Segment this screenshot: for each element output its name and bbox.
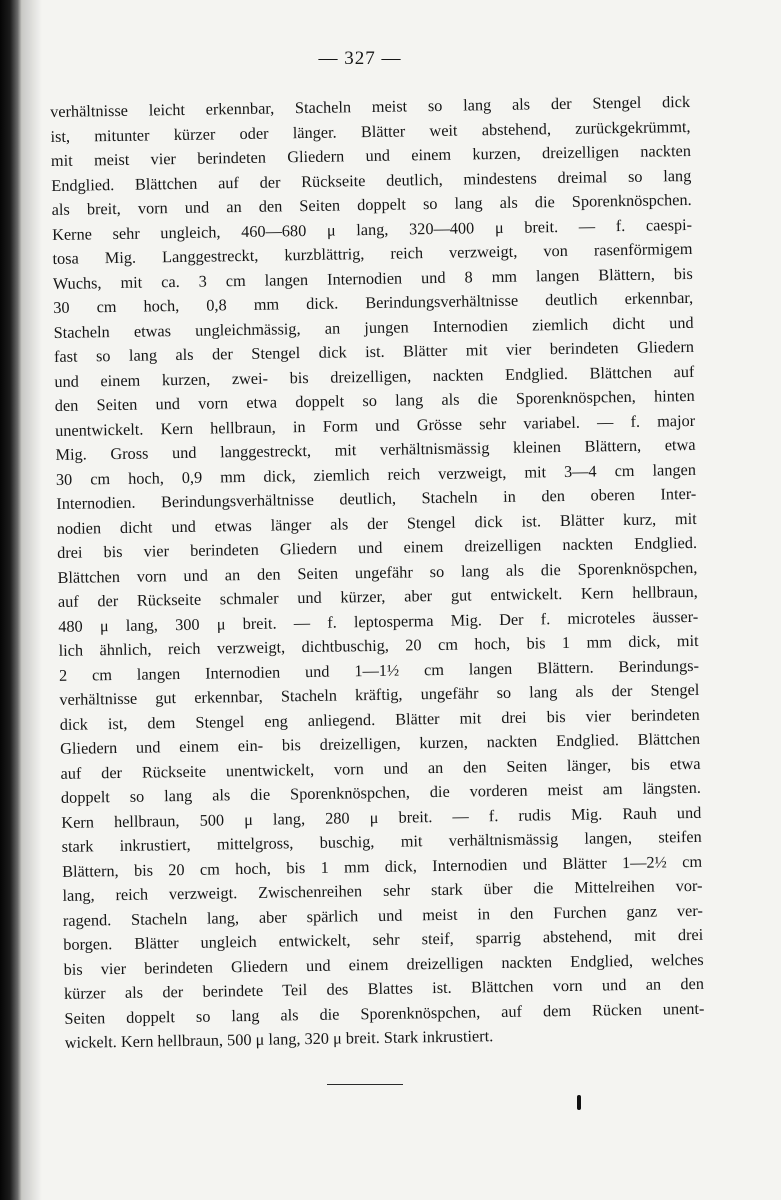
text-line: 2 cm langen Internodien und 1—1½ cm langen Blättern. Berindungs- xyxy=(58,655,700,685)
text-line: borgen. Blätter ungleich entwickelt, sehr steif, sparrig abstehend, mit drei xyxy=(63,924,704,954)
text-line: 30 cm hoch, 0,8 mm dick. Berindungsverhältnisse deutlich erkennbar, xyxy=(53,287,694,317)
text-line: lang, reich verzweigt. Zwischenreihen sehr stark über die Mittelreihen vor- xyxy=(62,875,703,905)
text-line: bis vier berindeten Gliedern und einem dreizelligen nackten Endglied, welches xyxy=(63,949,704,979)
text-line: lich ähnlich, reich verzweigt, dichtbuschig, 20 cm hoch, bis 1 mm dick, mit xyxy=(58,630,699,660)
end-rule xyxy=(327,1084,403,1085)
text-line: nodien dicht und etwas länger als der Stengel dick ist. Blätter kurz, mit xyxy=(56,508,697,538)
text-line: tosa Mig. Langgestreckt, kurzblättrig, reich verzweigt, von rasenförmigem xyxy=(52,238,693,268)
text-line: auf der Rückseite unentwickelt, vorn und an den Seiten länger, bis etwa xyxy=(60,753,701,783)
text-line: stark inkrustiert, mittelgross, buschig, mit verhältnismässig langen, steifen xyxy=(61,826,702,856)
text-line: als breit, vorn und an den Seiten doppelt so lang als die Sporenknöspchen. xyxy=(51,189,692,219)
text-line: wickelt. Kern hellbraun, 500 μ lang, 320 μ breit. Stark inkrustiert. xyxy=(64,1026,494,1052)
text-line: den Seiten und vorn etwa doppelt so lang als die Sporenknöspchen, hinten xyxy=(54,385,695,415)
text-line: Internodien. Berindungsverhältnisse deutlich, Stacheln in den oberen Inter- xyxy=(56,483,697,513)
text-line: 30 cm hoch, 0,9 mm dick, ziemlich reich verzweigt, mit 3—4 cm langen xyxy=(55,459,697,489)
text-line: Kern hellbraun, 500 μ lang, 280 μ breit. — f. rudis Mig. Rauh und xyxy=(61,802,702,832)
text-line: Blättern, bis 20 cm hoch, bis 1 mm dick, Internodien und Blätter 1—2½ cm xyxy=(61,851,703,881)
text-line: Stacheln etwas ungleichmässig, an jungen Internodien ziemlich dicht und xyxy=(53,312,694,342)
text-line: 480 μ lang, 300 μ breit. — f. leptosperma Mig. Der f. microteles äusser- xyxy=(58,606,699,636)
text-line: mit meist vier berindeten Gliedern und einem kurzen, dreizelligen nackten xyxy=(50,140,692,170)
text-line: und einem kurzen, zwei- bis dreizelligen, nackten Endglied. Blättchen auf xyxy=(54,361,695,391)
text-line: Wuchs, mit ca. 3 cm langen Internodien und 8 mm langen Blättern, bis xyxy=(52,263,693,293)
text-line: unentwickelt. Kern hellbraun, in Form und Grösse sehr variabel. — f. major xyxy=(55,410,696,440)
text-line: auf der Rückseite schmaler und kürzer, aber gut entwickelt. Kern hellbraun, xyxy=(57,581,698,611)
text-line: Blättchen vorn und an den Seiten ungefähr so lang als die Sporenknöspchen, xyxy=(57,557,698,587)
ink-speck xyxy=(577,1095,581,1110)
text-line: verhältnisse gut erkennbar, Stacheln kräftig, ungefähr so lang als der Stengel xyxy=(59,679,700,709)
text-line: doppelt so lang als die Sporenknöspchen, die vorderen meist am längsten. xyxy=(60,777,702,807)
text-line: Gliedern und einem ein- bis dreizelligen, kurzen, nackten Endglied. Blättchen xyxy=(60,728,701,758)
text-line: kürzer als der berindete Teil des Blattes ist. Blättchen vorn und an den xyxy=(63,973,705,1003)
text-line: dick ist, dem Stengel eng anliegend. Blätter mit drei bis vier berindeten xyxy=(59,704,700,734)
body-text xyxy=(50,90,705,1055)
text-line: fast so lang als der Stengel dick ist. Blätter mit vier berindeten Gliedern xyxy=(53,336,695,366)
text-line: Endglied. Blättchen auf der Rückseite deutlich, mindestens dreimal so lang xyxy=(51,165,692,195)
text-line: ragend. Stacheln lang, aber spärlich und meist in den Furchen ganz ver- xyxy=(62,900,703,930)
text-line: Kerne sehr ungleich, 460—680 μ lang, 320—400 μ breit. — f. caespi- xyxy=(51,214,693,244)
text-line: Mig. Gross und langgestreckt, mit verhältnismässig kleinen Blättern, etwa xyxy=(55,434,696,464)
text-line: Seiten doppelt so lang als die Sporenknöspchen, auf dem Rücken unent- xyxy=(64,998,705,1028)
gutter-shadow xyxy=(22,0,42,1200)
text-line: verhältnisse leicht erkennbar, Stacheln meist so lang als der Stengel dick xyxy=(50,91,691,121)
text-line: drei bis vier berindeten Gliedern und einem dreizelligen nackten Endglied. xyxy=(56,532,698,562)
page-number: — 327 — xyxy=(318,48,402,69)
book-binding-edge xyxy=(0,0,22,1200)
text-line: ist, mitunter kürzer oder länger. Blätter weit abstehend, zurückgekrümmt, xyxy=(50,116,691,146)
